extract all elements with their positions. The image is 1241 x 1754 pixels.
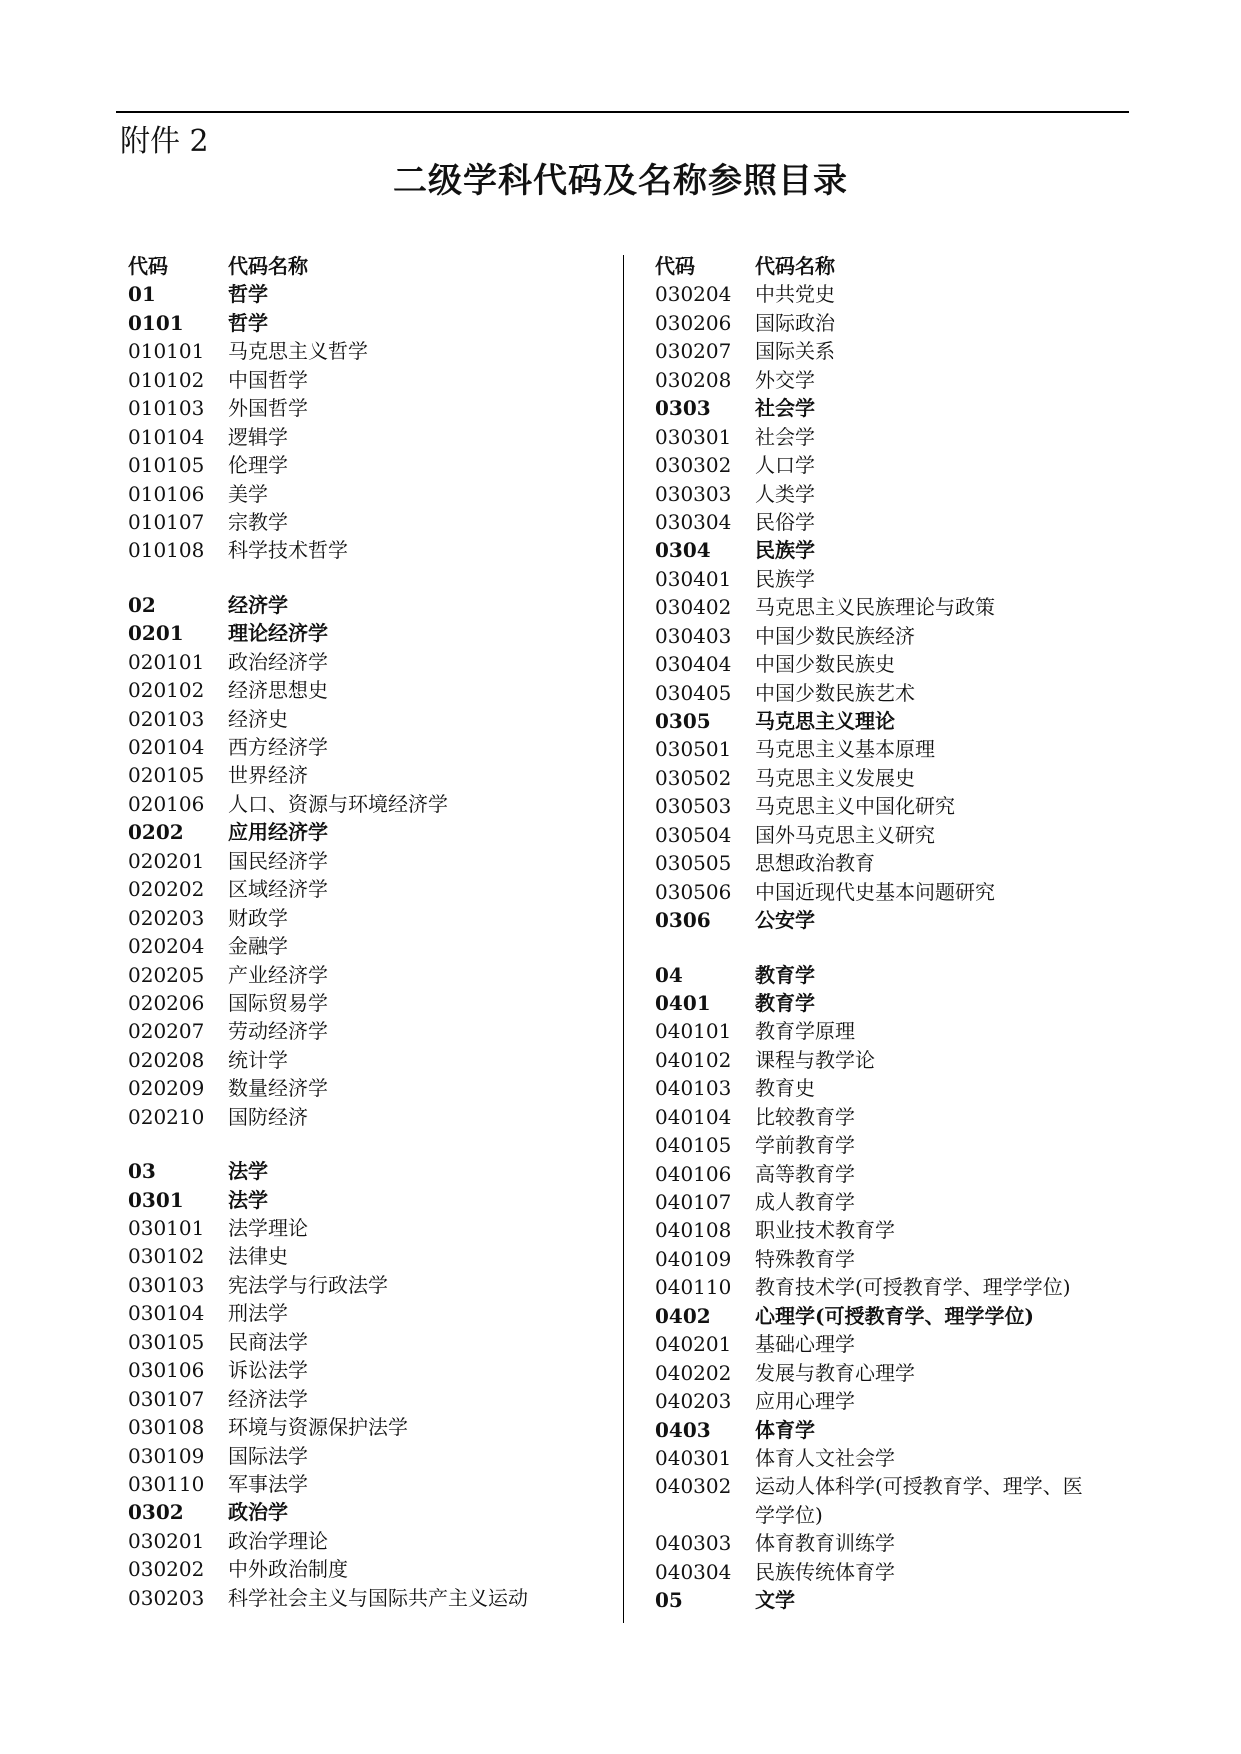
discipline-code: 0305 [655, 709, 711, 733]
discipline-name: 心理学(可授教育学、理学学位) [755, 1303, 1034, 1328]
code-row [128, 932, 608, 960]
discipline-code: 030501 [655, 737, 732, 762]
code-row [655, 451, 1135, 479]
discipline-name: 经济法学 [228, 1386, 308, 1411]
discipline-name: 中国哲学 [228, 367, 308, 392]
discipline-code: 040202 [655, 1360, 732, 1385]
code-row [655, 622, 1135, 650]
code-row [128, 1527, 608, 1555]
discipline-name: 外国哲学 [228, 396, 308, 421]
discipline-name: 国外马克思主义研究 [755, 822, 935, 847]
discipline-name: 教育技术学(可授教育学、理学学位) [755, 1275, 1071, 1300]
discipline-code: 040301 [655, 1445, 732, 1470]
discipline-name: 马克思主义理论 [755, 709, 895, 733]
discipline-name: 发展与教育心理学 [755, 1360, 915, 1385]
discipline-code: 030304 [655, 509, 732, 534]
discipline-code: 0101 [128, 310, 184, 335]
code-header: 代码 [655, 254, 695, 278]
discipline-name: 国际法学 [228, 1443, 308, 1468]
discipline-name: 文学 [755, 1588, 795, 1613]
discipline-name: 马克思主义中国化研究 [755, 794, 955, 819]
discipline-code: 02 [128, 592, 156, 617]
discipline-code: 040109 [655, 1246, 732, 1271]
code-row [655, 1216, 1135, 1244]
code-row [128, 705, 608, 733]
code-row [655, 821, 1135, 849]
discipline-name: 比较教育学 [755, 1104, 855, 1129]
discipline-name: 中外政治制度 [228, 1557, 348, 1582]
code-row [655, 1359, 1135, 1387]
column-divider [623, 255, 624, 1623]
code-row [655, 764, 1135, 792]
discipline-name: 刑法学 [228, 1301, 288, 1326]
spacer-row [128, 1131, 608, 1157]
discipline-code: 040110 [655, 1275, 732, 1300]
discipline-name: 国际贸易学 [228, 990, 328, 1015]
discipline-code: 030302 [655, 453, 732, 478]
code-row [128, 1103, 608, 1131]
code-row [128, 1271, 608, 1299]
discipline-code: 05 [655, 1588, 683, 1613]
discipline-code: 030208 [655, 367, 732, 392]
discipline-code: 010102 [128, 367, 205, 392]
discipline-name: 职业技术教育学 [755, 1218, 895, 1243]
discipline-code: 030503 [655, 794, 732, 819]
discipline-name: 体育人文社会学 [755, 1445, 895, 1470]
code-row [655, 1103, 1135, 1131]
code-row [655, 792, 1135, 820]
discipline-code: 020105 [128, 763, 205, 788]
discipline-code: 0202 [128, 820, 184, 845]
discipline-code: 030203 [128, 1585, 205, 1610]
discipline-code: 020104 [128, 735, 205, 759]
discipline-code: 030405 [655, 680, 732, 705]
code-row [128, 904, 608, 932]
code-row [655, 906, 1135, 934]
discipline-name: 高等教育学 [755, 1161, 855, 1186]
discipline-name: 人口学 [755, 453, 815, 478]
document-title: 二级学科代码及名称参照目录 [393, 161, 848, 201]
discipline-name: 经济史 [228, 706, 288, 731]
discipline-code: 030202 [128, 1557, 205, 1582]
code-row [128, 280, 608, 308]
discipline-code: 020210 [128, 1104, 205, 1129]
discipline-code: 0201 [128, 621, 184, 646]
code-row [128, 818, 608, 846]
discipline-code: 030108 [128, 1415, 205, 1440]
code-row [655, 1017, 1135, 1045]
discipline-name: 哲学 [228, 310, 268, 335]
discipline-name: 民商法学 [228, 1329, 308, 1354]
code-row [128, 961, 608, 989]
code-row [655, 508, 1135, 536]
discipline-code: 030107 [128, 1386, 205, 1411]
discipline-code: 030103 [128, 1272, 205, 1297]
discipline-name: 中国近现代史基本问题研究 [755, 879, 995, 904]
discipline-name: 应用经济学 [228, 820, 328, 845]
code-row [128, 1498, 608, 1526]
discipline-code: 040102 [655, 1047, 732, 1072]
code-row [128, 847, 608, 875]
discipline-name: 理论经济学 [228, 621, 328, 646]
discipline-code: 0401 [655, 990, 711, 1015]
discipline-code: 040108 [655, 1218, 732, 1243]
discipline-name: 国际关系 [755, 339, 835, 364]
discipline-code: 030301 [655, 424, 732, 449]
spacer-row [655, 935, 1135, 961]
code-row [128, 676, 608, 704]
discipline-code: 010106 [128, 481, 205, 506]
discipline-code: 010105 [128, 453, 205, 478]
discipline-code: 020106 [128, 791, 205, 816]
code-row [128, 1186, 608, 1214]
code-row [128, 394, 608, 422]
code-row [128, 733, 608, 761]
code-row [655, 1160, 1135, 1188]
discipline-name: 特殊教育学 [755, 1246, 855, 1271]
code-row [655, 1046, 1135, 1074]
discipline-code: 040303 [655, 1531, 732, 1556]
code-row [128, 1385, 608, 1413]
discipline-name: 劳动经济学 [228, 1019, 328, 1044]
discipline-name: 民族学 [755, 566, 815, 591]
discipline-name: 马克思主义基本原理 [755, 737, 935, 762]
discipline-code: 030105 [128, 1329, 205, 1354]
discipline-name: 中国少数民族艺术 [755, 680, 915, 705]
discipline-name: 学前教育学 [755, 1133, 855, 1158]
code-row [128, 1157, 608, 1185]
code-row [655, 366, 1135, 394]
discipline-name: 教育学原理 [755, 1019, 855, 1044]
discipline-code: 020201 [128, 848, 205, 873]
discipline-name: 伦理学 [228, 453, 288, 478]
code-row [655, 423, 1135, 451]
discipline-code: 020203 [128, 905, 205, 930]
code-row [128, 591, 608, 619]
code-row [655, 1558, 1135, 1586]
right-column [655, 252, 1135, 1615]
discipline-code: 010103 [128, 396, 205, 421]
discipline-name: 运动人体科学(可授教育学、理学、医学学位) [755, 1474, 1083, 1527]
discipline-code: 0303 [655, 396, 711, 421]
discipline-code: 020101 [128, 649, 205, 674]
discipline-name: 法学理论 [228, 1216, 308, 1240]
discipline-code: 010108 [128, 538, 205, 563]
code-row [128, 1242, 608, 1270]
discipline-name: 科学社会主义与国际共产主义运动 [228, 1585, 528, 1610]
code-row [655, 679, 1135, 707]
discipline-name: 教育史 [755, 1076, 815, 1101]
code-row [128, 1046, 608, 1074]
discipline-code: 040304 [655, 1559, 732, 1584]
code-row [655, 309, 1135, 337]
discipline-name: 课程与教学论 [755, 1047, 875, 1072]
code-row [128, 536, 608, 564]
code-row [655, 593, 1135, 621]
discipline-code: 0301 [128, 1187, 184, 1212]
discipline-code: 0306 [655, 908, 711, 933]
discipline-name: 金融学 [228, 934, 288, 959]
discipline-name: 产业经济学 [228, 962, 328, 987]
discipline-name: 逻辑学 [228, 424, 288, 449]
discipline-code: 0302 [128, 1500, 184, 1525]
discipline-name: 政治学理论 [228, 1528, 328, 1553]
discipline-name: 法学 [228, 1187, 268, 1212]
discipline-name: 中国少数民族史 [755, 652, 895, 677]
discipline-code: 030104 [128, 1301, 205, 1326]
discipline-code: 010101 [128, 339, 205, 364]
discipline-code: 030207 [655, 339, 732, 364]
discipline-code: 03 [128, 1159, 156, 1184]
discipline-name: 社会学 [755, 396, 815, 421]
code-row [128, 790, 608, 818]
code-row [655, 961, 1135, 989]
code-row [128, 1584, 608, 1612]
discipline-name: 哲学 [228, 282, 268, 307]
code-row [128, 309, 608, 337]
discipline-code: 040104 [655, 1104, 732, 1129]
discipline-code: 030303 [655, 481, 732, 506]
discipline-name: 民族学 [755, 538, 815, 563]
discipline-code: 020204 [128, 934, 205, 959]
discipline-name: 民俗学 [755, 509, 815, 534]
discipline-code: 020206 [128, 990, 205, 1015]
discipline-name: 社会学 [755, 424, 815, 449]
code-header: 代码 [128, 254, 168, 278]
code-row [655, 735, 1135, 763]
discipline-name: 民族传统体育学 [755, 1559, 895, 1584]
discipline-name: 科学技术哲学 [228, 538, 348, 563]
discipline-code: 030109 [128, 1443, 205, 1468]
spacer-row [128, 565, 608, 591]
discipline-name: 体育学 [755, 1417, 815, 1442]
discipline-code: 020202 [128, 877, 205, 902]
code-row [128, 508, 608, 536]
discipline-code: 030102 [128, 1244, 205, 1269]
code-row [128, 1442, 608, 1470]
discipline-name: 宗教学 [228, 509, 288, 534]
discipline-name: 政治学 [228, 1500, 288, 1525]
discipline-name: 统计学 [228, 1047, 288, 1072]
code-row [655, 480, 1135, 508]
code-row [128, 1299, 608, 1327]
left-column [128, 252, 608, 1612]
discipline-name: 宪法学与行政法学 [228, 1272, 388, 1297]
discipline-code: 040201 [655, 1332, 732, 1357]
code-row [128, 1214, 608, 1242]
discipline-code: 020209 [128, 1076, 205, 1101]
code-row [655, 1273, 1135, 1301]
discipline-name: 马克思主义民族理论与政策 [755, 595, 995, 620]
code-row [655, 1245, 1135, 1273]
discipline-name: 财政学 [228, 905, 288, 930]
discipline-name: 基础心理学 [755, 1332, 855, 1357]
code-row [128, 1356, 608, 1384]
discipline-name: 法律史 [228, 1244, 288, 1269]
discipline-name: 思想政治教育 [755, 851, 875, 876]
discipline-name: 环境与资源保护法学 [228, 1415, 408, 1440]
discipline-code: 040107 [655, 1190, 732, 1214]
code-row [128, 1555, 608, 1583]
code-row [128, 1017, 608, 1045]
code-row [655, 536, 1135, 564]
code-row [655, 1188, 1135, 1216]
discipline-code: 020205 [128, 962, 205, 987]
discipline-code: 0402 [655, 1303, 711, 1328]
discipline-code: 030504 [655, 822, 732, 847]
discipline-code: 030201 [128, 1528, 205, 1553]
discipline-name: 外交学 [755, 367, 815, 392]
discipline-code: 030204 [655, 282, 732, 307]
discipline-name: 诉讼法学 [228, 1358, 308, 1383]
code-row [655, 565, 1135, 593]
code-row [128, 423, 608, 451]
discipline-code: 030404 [655, 652, 732, 677]
discipline-code: 030110 [128, 1471, 205, 1496]
discipline-name: 人口、资源与环境经济学 [228, 791, 448, 816]
code-row [128, 989, 608, 1017]
discipline-name: 中共党史 [755, 282, 835, 307]
discipline-code: 020102 [128, 678, 205, 703]
discipline-name: 政治经济学 [228, 649, 328, 674]
code-row [128, 1470, 608, 1498]
discipline-name: 区域经济学 [228, 877, 328, 902]
discipline-code: 010107 [128, 509, 205, 534]
column-header-row [128, 252, 608, 280]
code-row [128, 761, 608, 789]
discipline-name: 人类学 [755, 481, 815, 506]
discipline-name: 世界经济 [228, 763, 308, 788]
discipline-name: 成人教育学 [755, 1190, 855, 1214]
discipline-code: 0304 [655, 538, 711, 563]
code-row [128, 648, 608, 676]
discipline-name: 西方经济学 [228, 735, 328, 759]
discipline-name: 国民经济学 [228, 848, 328, 873]
discipline-name: 经济思想史 [228, 678, 328, 703]
code-row [655, 1131, 1135, 1159]
discipline-code: 040203 [655, 1389, 732, 1414]
discipline-name: 应用心理学 [755, 1389, 855, 1414]
discipline-code: 020103 [128, 706, 205, 731]
discipline-name: 经济学 [228, 592, 288, 617]
code-row [655, 1330, 1135, 1358]
discipline-name: 公安学 [755, 908, 815, 933]
discipline-code: 030506 [655, 879, 732, 904]
code-row [128, 337, 608, 365]
code-row [655, 650, 1135, 678]
discipline-name: 马克思主义哲学 [228, 339, 368, 364]
name-header: 代码名称 [755, 254, 835, 278]
code-row [655, 1416, 1135, 1444]
discipline-name: 体育教育训练学 [755, 1531, 895, 1556]
discipline-name: 中国少数民族经济 [755, 623, 915, 648]
discipline-code: 040105 [655, 1133, 732, 1158]
code-row [655, 1387, 1135, 1415]
discipline-code: 040106 [655, 1161, 732, 1186]
code-row [128, 366, 608, 394]
code-row [128, 1328, 608, 1356]
code-row [655, 1074, 1135, 1102]
discipline-name: 马克思主义发展史 [755, 765, 915, 790]
discipline-code: 0403 [655, 1417, 711, 1442]
discipline-name: 教育学 [755, 990, 815, 1015]
code-row [655, 707, 1135, 735]
code-row [655, 849, 1135, 877]
name-header: 代码名称 [228, 254, 308, 278]
code-row [655, 280, 1135, 308]
discipline-name: 国际政治 [755, 310, 835, 335]
top-rule [116, 111, 1129, 113]
code-row [655, 1444, 1135, 1472]
discipline-name: 军事法学 [228, 1471, 308, 1496]
discipline-code: 040103 [655, 1076, 732, 1101]
discipline-code: 030106 [128, 1358, 205, 1383]
attachment-label: 附件 2 [120, 124, 209, 159]
discipline-code: 030401 [655, 566, 732, 591]
code-row [128, 451, 608, 479]
code-row [128, 480, 608, 508]
discipline-code: 030206 [655, 310, 732, 335]
discipline-name: 法学 [228, 1159, 268, 1184]
discipline-code: 040302 [655, 1474, 732, 1499]
code-row [655, 1529, 1135, 1557]
discipline-code: 01 [128, 282, 156, 307]
code-row [655, 1302, 1135, 1330]
discipline-code: 030505 [655, 851, 732, 876]
discipline-code: 040101 [655, 1019, 732, 1044]
code-row [655, 1586, 1135, 1614]
code-row [655, 1472, 1135, 1529]
discipline-name: 美学 [228, 481, 268, 506]
code-row [128, 875, 608, 903]
discipline-code: 020208 [128, 1047, 205, 1072]
code-row [128, 619, 608, 647]
code-row [655, 337, 1135, 365]
discipline-code: 010104 [128, 424, 205, 449]
column-header-row [655, 252, 1135, 280]
discipline-code: 030101 [128, 1216, 205, 1240]
discipline-code: 030403 [655, 623, 732, 648]
discipline-code: 030402 [655, 595, 732, 620]
code-row [655, 394, 1135, 422]
discipline-name: 教育学 [755, 962, 815, 987]
code-row [128, 1413, 608, 1441]
discipline-code: 030502 [655, 765, 732, 790]
discipline-name: 国防经济 [228, 1104, 308, 1129]
discipline-name: 数量经济学 [228, 1076, 328, 1101]
code-row [128, 1074, 608, 1102]
discipline-code: 020207 [128, 1019, 205, 1044]
code-row [655, 878, 1135, 906]
code-row [655, 989, 1135, 1017]
discipline-code: 04 [655, 962, 683, 987]
